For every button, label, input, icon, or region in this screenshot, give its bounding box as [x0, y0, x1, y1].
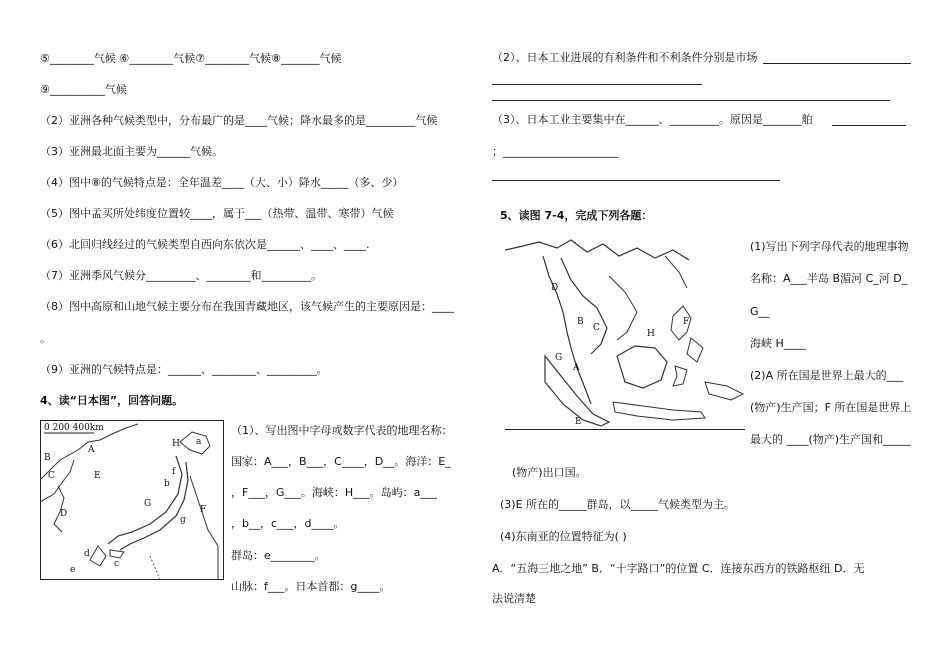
q3-sub-8: （8）图中高原和山地气候主要分布在我国青藏地区，该气候产生的主要原因是：____ — [40, 300, 454, 313]
q4-archipelago: 群岛：e________。 — [231, 549, 326, 562]
answer-line — [492, 100, 890, 101]
sea-map-svg — [505, 236, 745, 430]
q4-seas-straits-islands: ，F___，G___。海峡：H___。岛屿：a___ — [231, 486, 437, 499]
new-guinea-west — [705, 382, 743, 400]
answer-line — [492, 180, 780, 181]
q3-sub-2: （2）亚洲各种气候类型中，分布最广的是____气候；降水最多的是_________气候 — [40, 114, 438, 127]
q3-sub-5: （5）图中孟买所处纬度位置较____，属于___（热带、温带、寒带）气候 — [40, 207, 394, 220]
sulawesi — [673, 366, 687, 386]
jp-label-b: b — [164, 479, 170, 489]
jp-label-e: e — [70, 565, 76, 575]
jp-label-d: d — [84, 549, 90, 559]
jp-label-G: G — [144, 499, 152, 509]
q5-strait-h: 海峡 H____ — [750, 337, 806, 350]
q5-sub-1: (1)写出下列字母代表的地理事物 — [750, 240, 909, 253]
japan-map-scale: 0 200 400km — [44, 423, 104, 433]
jp-label-A: A — [88, 445, 95, 455]
honshu-coast-b — [120, 462, 188, 550]
peninsula-east — [561, 258, 607, 354]
sea-label-C: C — [593, 323, 600, 333]
japan-map — [40, 420, 224, 580]
answer-line — [763, 63, 911, 64]
indochina-coast — [609, 276, 637, 340]
jp-label-D: D — [60, 509, 68, 519]
hokkaido — [180, 432, 210, 454]
sea-label-A: A — [573, 363, 580, 373]
china-coast — [665, 256, 687, 288]
q5-names: 名称：A___半岛 B湄河 C_河 D_ — [750, 272, 908, 285]
q3-sub-6: （6）北回归线经过的气候类型自西向东依次是______、____、____. — [40, 238, 370, 251]
east-coast-line — [190, 476, 218, 580]
q5-sub-2: (2)A 所在国是世界上最大的___ — [750, 369, 904, 382]
jp-label-E: E — [94, 471, 101, 481]
q4-sub-3: （3）、日本工业主要集中在______、_________。原因是_______舶 — [492, 113, 813, 126]
java — [613, 402, 705, 420]
q4-sub-1: （1）、写出图中字母或数字代表的地理名称： — [231, 424, 453, 437]
sea-label-H: H — [647, 329, 655, 339]
q5-sub-2-b: (物产)生产国；F 所在国是世界上 — [750, 401, 912, 414]
sea-label-B: B — [577, 317, 584, 327]
jp-label-c: c — [114, 559, 120, 569]
shikoku — [110, 550, 124, 558]
jp-label-f: f — [172, 467, 176, 477]
q3-blank-9: ⑨__________气候 — [40, 83, 127, 96]
q3-sub-3: （3）亚洲最北面主要为______气候。 — [40, 145, 223, 158]
q3-sub-9: （9）亚洲的气候特点是：______、________、_________。 — [40, 363, 328, 376]
sea-label-F: F — [683, 317, 690, 327]
q3-blanks-5-8: ⑤________气候 ⑥________气候⑦________气候⑧_______气候 — [40, 52, 342, 65]
q5-sub-4: (4)东南亚的位置特征为( ) — [500, 530, 627, 543]
q5-options-cont: 法说清楚 — [492, 592, 536, 605]
q5-sub-2-d: (物产)出口国。 — [512, 466, 587, 479]
q4-islands: ，b__，c___，d____。 — [231, 517, 345, 530]
peninsula-west — [543, 256, 591, 404]
q5-options: A．“五海三地之地” B．“十字路口”的位置 C．连接东西方的铁路枢纽 D．无 — [492, 562, 865, 575]
q4-sub-3-cont: ；_____________________ — [492, 145, 619, 158]
q3-sub-4: （4）图中⑧的气候特点是：全年温差____（大、小）降水_____（多、少） — [40, 176, 404, 189]
jp-label-g: g — [180, 515, 186, 525]
q4-title: 4、读“日本图”，回答问题。 — [40, 394, 184, 407]
jp-label-a: a — [196, 437, 202, 447]
sea-coast-north — [505, 240, 689, 260]
sea-label-G: G — [555, 353, 563, 363]
answer-line — [492, 84, 702, 85]
jp-label-F: F — [200, 505, 207, 515]
answer-line — [832, 125, 906, 126]
borneo — [617, 346, 667, 388]
q5-name-g: G__ — [750, 305, 770, 318]
philippines-south — [687, 338, 703, 362]
q4-mountains-capital: 山脉：f___。日本首都：g____。 — [231, 580, 391, 593]
sea-label-E: E — [575, 417, 582, 427]
southeast-asia-map — [505, 236, 745, 430]
q5-title: 5、读图 7-4，完成下列各题： — [500, 209, 653, 222]
q5-sub-2-c: 最大的 ____(物产)生产国和_____ — [750, 433, 911, 446]
continent-coast-west — [40, 460, 74, 502]
q4-sub-2: （2）、日本工业进展的有利条件和不利条件分别是市场 — [492, 51, 758, 64]
sea-label-D: D — [551, 283, 559, 293]
q3-sub-7: （7）亚洲季风气候分_________、________和_________。 — [40, 269, 322, 282]
japan-map-svg — [40, 420, 224, 580]
kyushu — [90, 546, 106, 566]
jp-label-C: C — [48, 471, 55, 481]
jp-label-H: H — [172, 439, 180, 449]
q4-countries-seas: 国家：A___，B___，C____，D__。海洋：E_ — [231, 455, 451, 468]
trench-line — [150, 556, 160, 580]
jp-label-B: B — [44, 453, 51, 463]
q5-sub-3: (3)E 所在的_____群岛，以_____气候类型为主。 — [500, 498, 736, 511]
q3-sub-8-end: 。 — [40, 332, 51, 345]
